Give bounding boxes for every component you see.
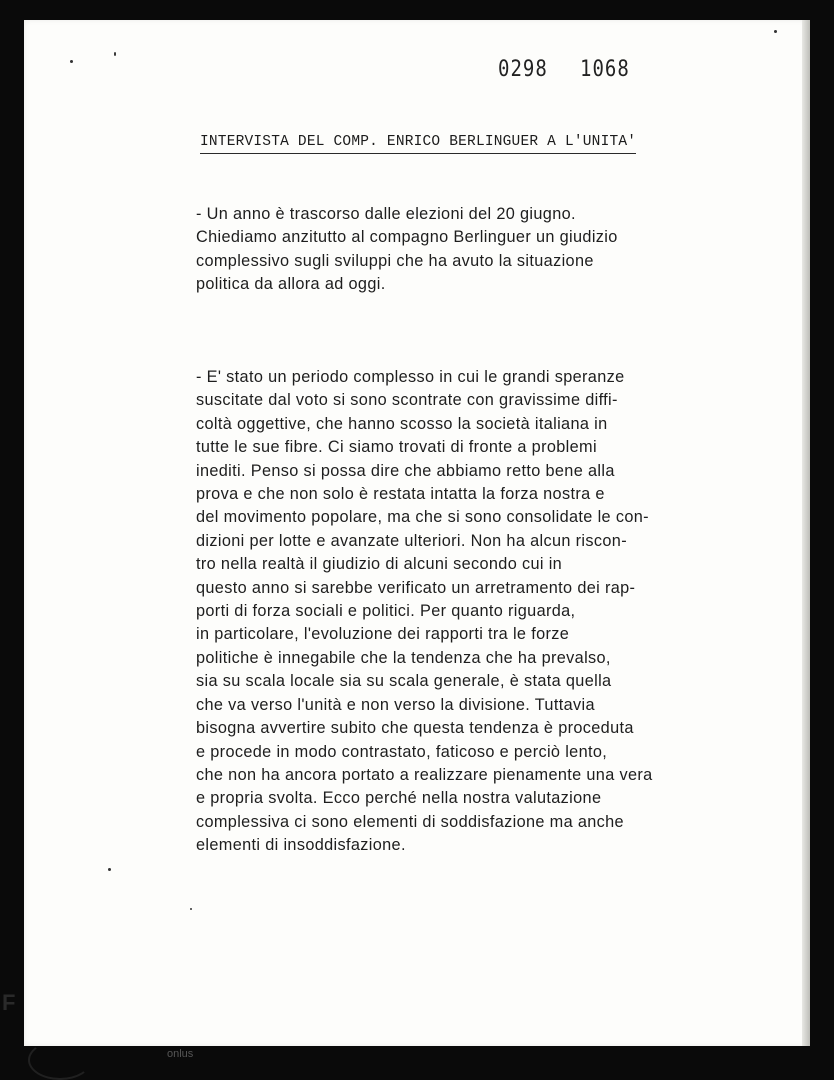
interview-question: - Un anno è trascorso dalle elezioni del 20 giugno. Chiediamo anzitutto al compagno Berlinguer un giudizio complessivo sugli sviluppi che ha avuto la situazione politica da allora ad oggi.: [196, 205, 618, 294]
archive-mark: F: [2, 990, 16, 1015]
paper-edge: [802, 20, 810, 1046]
protocol-number-b: 1068: [580, 56, 630, 82]
dust-speck: [190, 908, 192, 910]
interview-answer: - E' stato un periodo complesso in cui le grandi speranze suscitate dal voto si sono scontrate con gravissime diffi- coltà oggettive, che hanno scosso la società italiana in tutte le sue fibre. Ci siamo trovati di fronte a problemi inediti. Penso si possa dire che abbiamo retto bene alla prova e che non solo è restata intatta la forza nostra e del movimento popolare, ma che si sono consolidate le con- dizioni per lotte e avanzate ulteriori. Non ha alcun riscon- tro nella realtà il giudizio di alcuni secondo cui in questo anno si sarebbe verificato un arretramento dei rap- porti di forza sociali e politici. Per quanto riguarda, in particolare, l'evoluzione dei rapporti tra le forze politiche è innegabile che la tendenza che ha prevalso, sia su scala locale sia su scala generale, è stata quella che va verso l'unità e non verso la divisione. Tuttavia bisogna avvertire subito che questa tendenza è proceduta e procede in modo contrastato, faticoso e perciò lento, che non ha ancora portato a realizzare pienamente una vera e propria svolta. Ecco perché nella nostra valutazione complessiva ci sono elementi di soddisfazione ma anche elementi di insoddisfazione.: [196, 368, 653, 855]
archive-logo-icon: [28, 1040, 92, 1080]
dust-speck: [70, 60, 73, 63]
dust-speck: [114, 52, 116, 56]
document-title: INTERVISTA DEL COMP. ENRICO BERLINGUER A L'UNITA': [200, 134, 636, 154]
protocol-number-a: 0298: [498, 56, 548, 82]
archive-footer-text: onlus: [167, 1048, 194, 1060]
dust-speck: [774, 30, 777, 33]
dust-speck: [108, 868, 111, 871]
